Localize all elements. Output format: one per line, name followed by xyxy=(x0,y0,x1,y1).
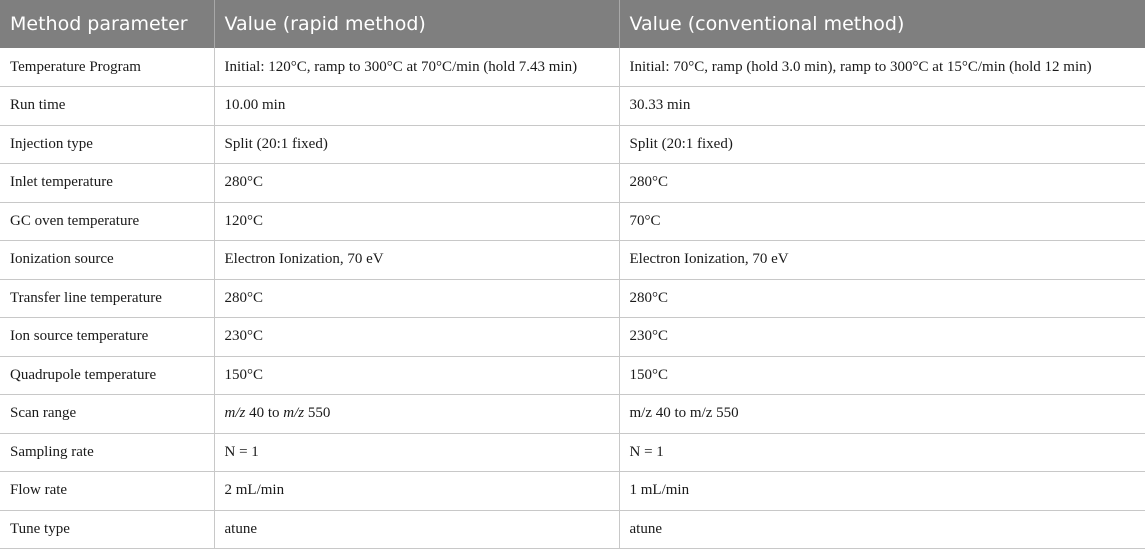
header-row xyxy=(0,0,1145,48)
mz-label: m/z xyxy=(224,405,246,422)
cell-rapid: 120°C xyxy=(214,202,619,241)
table-row xyxy=(0,279,1145,318)
cell-conventional: 30.33 min xyxy=(619,87,1145,126)
table-row xyxy=(0,433,1145,472)
header-method-parameter: Method parameter xyxy=(0,0,214,48)
header-conventional-method: Value (conventional method) xyxy=(619,0,1145,48)
cell-parameter: Scan range xyxy=(0,395,214,434)
table-row xyxy=(0,356,1145,395)
cell-conventional: atune xyxy=(619,510,1145,549)
cell-rapid: 2 mL/min xyxy=(214,472,619,511)
cell-conventional: Split (20:1 fixed) xyxy=(619,125,1145,164)
cell-rapid: Split (20:1 fixed) xyxy=(214,125,619,164)
cell-parameter: Transfer line temperature xyxy=(0,279,214,318)
cell-parameter: Sampling rate xyxy=(0,433,214,472)
cell-parameter: Temperature Program xyxy=(0,48,214,87)
table-row xyxy=(0,318,1145,357)
table-row xyxy=(0,202,1145,241)
cell-conventional: 70°C xyxy=(619,202,1145,241)
cell-rapid xyxy=(214,395,619,434)
table-row xyxy=(0,395,1145,434)
header-rapid-method: Value (rapid method) xyxy=(214,0,619,48)
cell-parameter: GC oven temperature xyxy=(0,202,214,241)
cell-parameter: Tune type xyxy=(0,510,214,549)
table-body xyxy=(0,48,1145,549)
cell-conventional: 280°C xyxy=(619,164,1145,203)
cell-parameter: Inlet temperature xyxy=(0,164,214,203)
cell-rapid: N = 1 xyxy=(214,433,619,472)
table-header xyxy=(0,0,1145,48)
cell-rapid: Electron Ionization, 70 eV xyxy=(214,241,619,280)
cell-rapid: 10.00 min xyxy=(214,87,619,126)
cell-conventional: Electron Ionization, 70 eV xyxy=(619,241,1145,280)
table-row xyxy=(0,472,1145,511)
cell-parameter: Ion source temperature xyxy=(0,318,214,357)
cell-conventional: 280°C xyxy=(619,279,1145,318)
cell-conventional: 1 mL/min xyxy=(619,472,1145,511)
cell-conventional: 230°C xyxy=(619,318,1145,357)
table-row xyxy=(0,510,1145,549)
table-row xyxy=(0,87,1145,126)
cell-conventional: N = 1 xyxy=(619,433,1145,472)
cell-rapid: atune xyxy=(214,510,619,549)
scan-range-end: 550 xyxy=(304,405,331,422)
cell-rapid: Initial: 120°C, ramp to 300°C at 70°C/min (hold 7.43 min) xyxy=(214,48,619,87)
table-row xyxy=(0,125,1145,164)
cell-parameter: Flow rate xyxy=(0,472,214,511)
cell-rapid: 280°C xyxy=(214,279,619,318)
cell-conventional: Initial: 70°C, ramp (hold 3.0 min), ramp to 300°C at 15°C/min (hold 12 min) xyxy=(619,48,1145,87)
cell-rapid: 230°C xyxy=(214,318,619,357)
cell-parameter: Run time xyxy=(0,87,214,126)
table-row xyxy=(0,48,1145,87)
table-row xyxy=(0,241,1145,280)
cell-rapid: 150°C xyxy=(214,356,619,395)
mz-label: m/z xyxy=(283,405,305,422)
cell-conventional: m/z 40 to m/z 550 xyxy=(619,395,1145,434)
cell-rapid: 280°C xyxy=(214,164,619,203)
cell-parameter: Injection type xyxy=(0,125,214,164)
table-row xyxy=(0,164,1145,203)
cell-parameter: Ionization source xyxy=(0,241,214,280)
cell-conventional: 150°C xyxy=(619,356,1145,395)
scan-range-mid: 40 to xyxy=(245,405,284,422)
cell-parameter: Quadrupole temperature xyxy=(0,356,214,395)
